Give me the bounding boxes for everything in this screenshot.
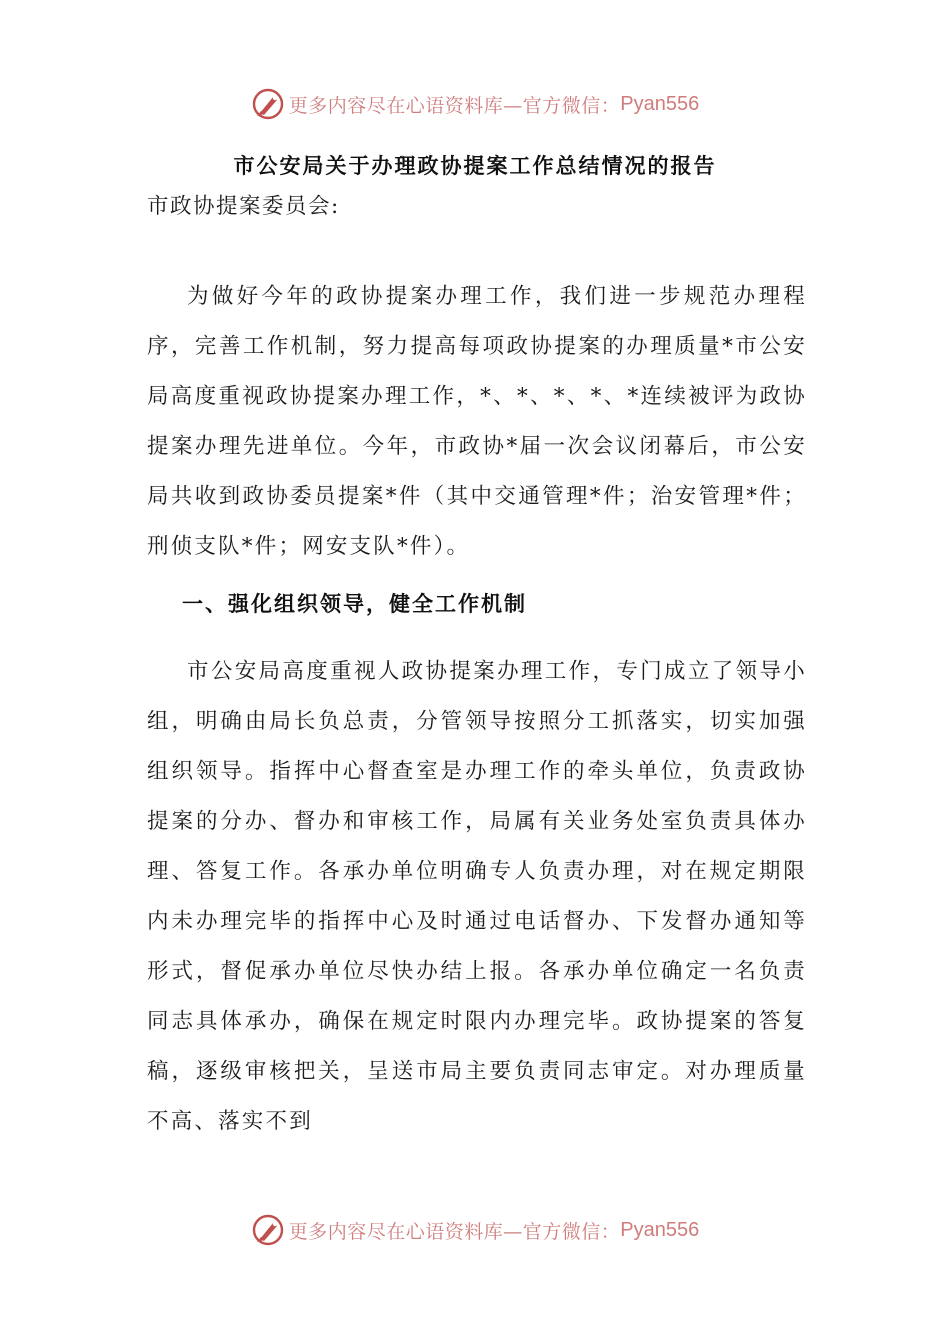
watermark-text: 更多内容尽在心语资料库—官方微信： [288, 94, 621, 117]
paragraph-section-1: 市公安局高度重视人政协提案办理工作，专门成立了领导小组，明确由局长负总责，分管领导按照分工抓落实，切实加强组织领导。指挥中心督查室是办理工作的牵头单位，负责政协提案的分办、督办和审核工作，局属有关业务处室负责具体办理、答复工作。各承办单位明确专人负责办理，对在规定期限内未办理完毕的指挥中心及时通过电话督办、下发督办通知等形式，督促承办单位尽快办结上报。各承办单位确定一名负责同志具体承办，确保在规定时限内办理完毕。政协提案的答复稿，逐级审核把关，呈送市局主要负责同志审定。对办理质量不高、落实不到 [147, 659, 807, 1134]
pen-nib-icon [251, 1213, 285, 1247]
pen-nib-icon [251, 87, 285, 121]
document-title: 市公安局关于办理政协提案工作总结情况的报告 [233, 154, 717, 178]
watermark-wechat-id: Pyan556 [620, 92, 700, 115]
footer-watermark [0, 1208, 950, 1252]
section-heading: 一、强化组织领导，健全工作机制 [182, 592, 527, 616]
paragraph-intro: 为做好今年的政协提案办理工作，我们进一步规范办理程序，完善工作机制，努力提高每项政协提案的办理质量*市公安局高度重视政协提案办理工作，*、*、*、*、*连续被评为政协提案办理先进单位。今年，市政协*届一次会议闭幕后，市公安局共收到政协委员提案*件（其中交通管理*件；治安管理*件；刑侦支队*件；网安支队*件）。 [147, 284, 807, 559]
watermark-wechat-id: Pyan556 [620, 1218, 700, 1241]
header-watermark [0, 82, 950, 126]
watermark-text: 更多内容尽在心语资料库—官方微信： [288, 1220, 621, 1243]
salutation: 市政协提案委员会: [147, 194, 340, 219]
